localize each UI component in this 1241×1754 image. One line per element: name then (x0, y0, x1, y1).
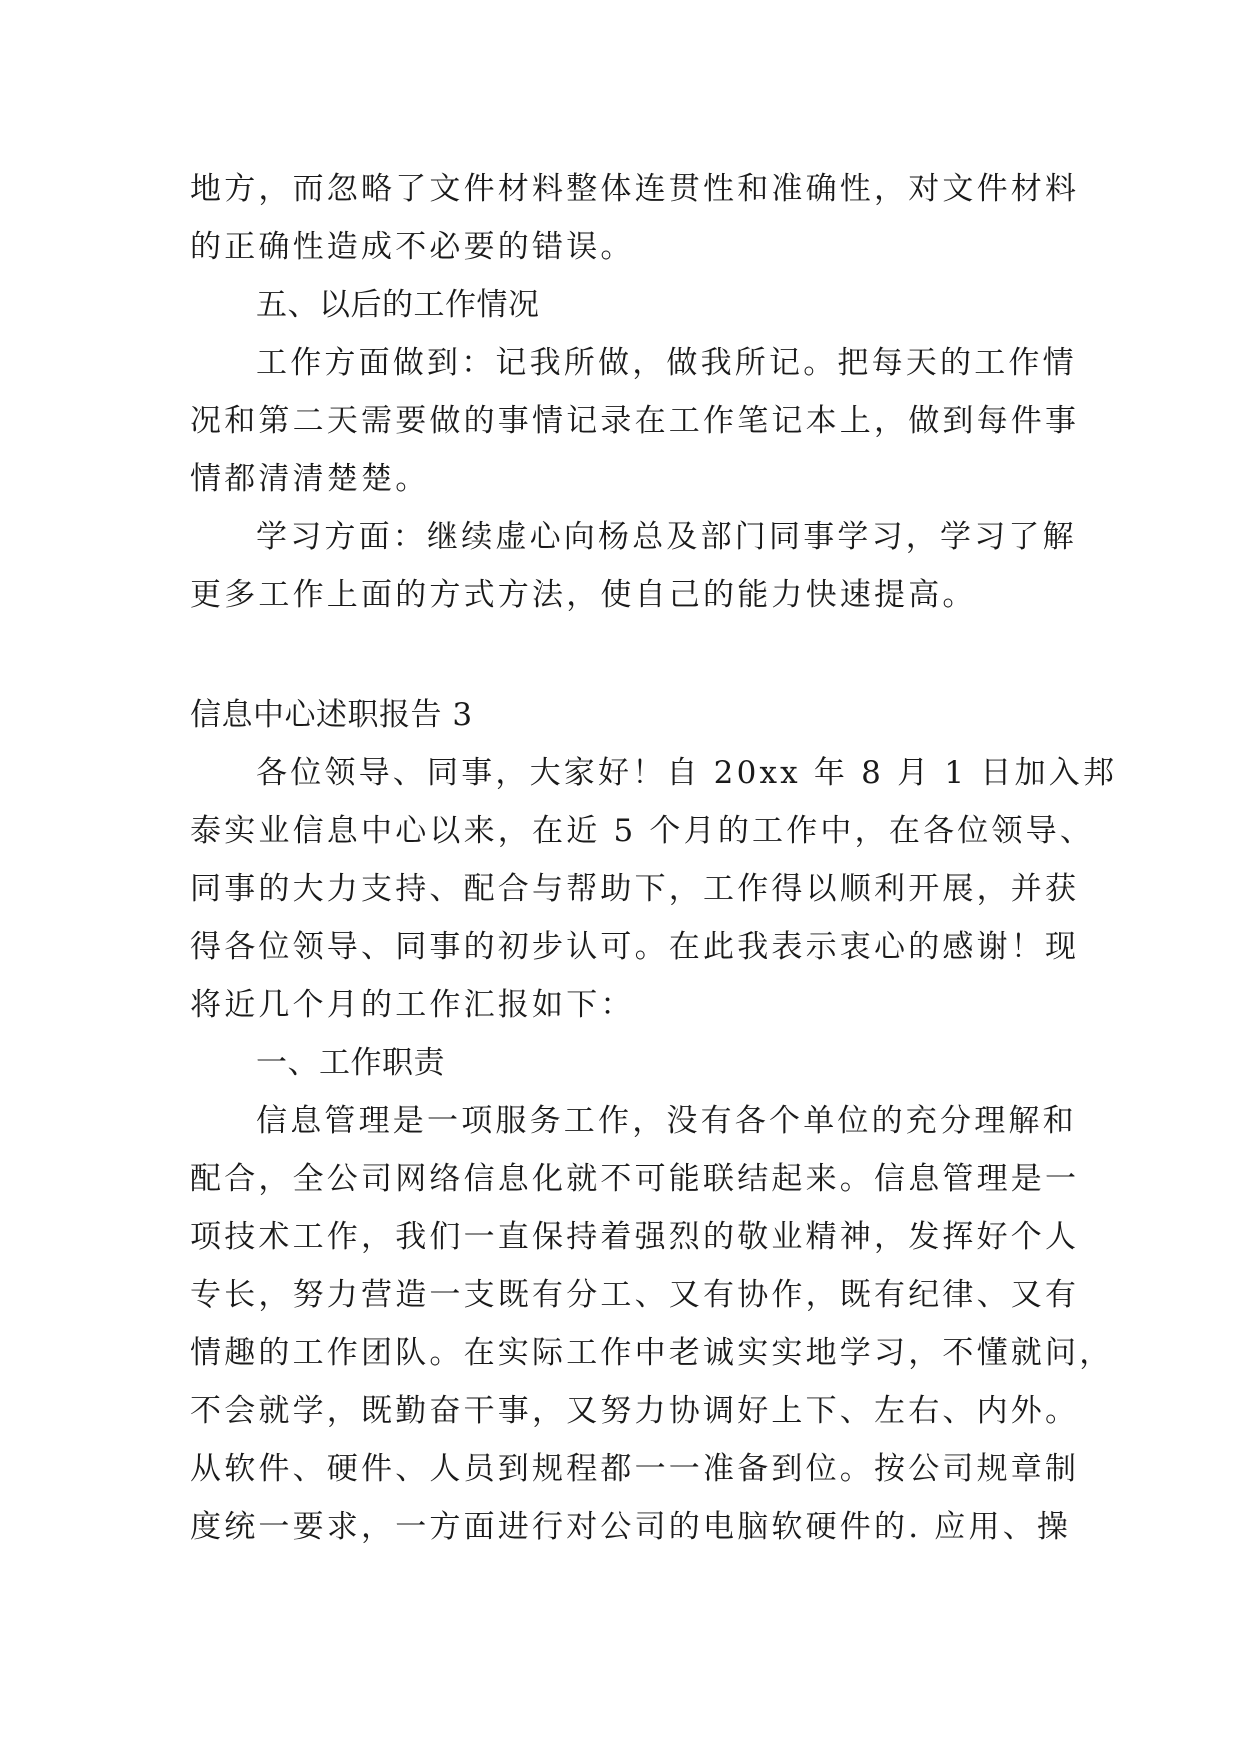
section-gap (190, 624, 1060, 686)
report-title: 信息中心述职报告 3 (190, 697, 473, 733)
text-line: 情都清清楚楚。 (190, 461, 430, 497)
paragraph-work (190, 334, 1080, 508)
text-line: 得各位领导、同事的初步认可。在此我表示衷心的感谢！现 (190, 929, 1080, 965)
text-line: 从软件、硬件、人员到规程都一一准备到位。按公司规章制 (190, 1451, 1080, 1487)
text-line: 泰实业信息中心以来，在近 5 个月的工作中，在各位领导、 (190, 813, 1095, 849)
paragraph-study (190, 508, 1077, 624)
text-line: 度统一要求，一方面进行对公司的电脑软硬件的. 应用、操 (190, 1509, 1072, 1545)
section-heading-5: 五、以后的工作情况 (256, 287, 540, 323)
text-line: 配合，全公司网络信息化就不可能联结起来。信息管理是一 (190, 1161, 1080, 1197)
paragraph-duty (190, 1092, 1114, 1556)
text-line: 况和第二天需要做的事情记录在工作笔记本上，做到每件事 (190, 403, 1080, 439)
text-line: 项技术工作，我们一直保持着强烈的敬业精神，发挥好个人 (190, 1219, 1080, 1255)
text-line: 信息管理是一项服务工作，没有各个单位的充分理解和 (256, 1103, 1077, 1139)
document-page (190, 160, 1118, 1556)
text-line: 学习方面：继续虚心向杨总及部门同事学习，学习了解 (256, 519, 1077, 555)
text-line: 工作方面做到：记我所做，做我所记。把每天的工作情 (256, 345, 1077, 381)
text-line: 的正确性造成不必要的错误。 (190, 229, 635, 265)
text-line: 不会就学，既勤奋干事，又努力协调好上下、左右、内外。 (190, 1393, 1080, 1429)
paragraph-intro (190, 744, 1118, 1034)
text-line: 地方，而忽略了文件材料整体连贯性和准确性，对文件材料 (190, 171, 1080, 207)
text-line: 更多工作上面的方式方法，使自己的能力快速提高。 (190, 577, 977, 613)
text-line: 各位领导、同事，大家好！自 20xx 年 8 月 1 日加入邦 (256, 755, 1118, 791)
section-heading-1: 一、工作职责 (256, 1045, 445, 1081)
text-line: 专长，努力营造一支既有分工、又有协作，既有纪律、又有 (190, 1277, 1080, 1313)
text-line: 将近几个月的工作汇报如下： (190, 987, 635, 1023)
text-line: 情趣的工作团队。在实际工作中老诚实实地学习，不懂就问， (190, 1335, 1114, 1371)
text-line: 同事的大力支持、配合与帮助下，工作得以顺利开展，并获 (190, 871, 1080, 907)
paragraph-errors (190, 160, 1080, 276)
